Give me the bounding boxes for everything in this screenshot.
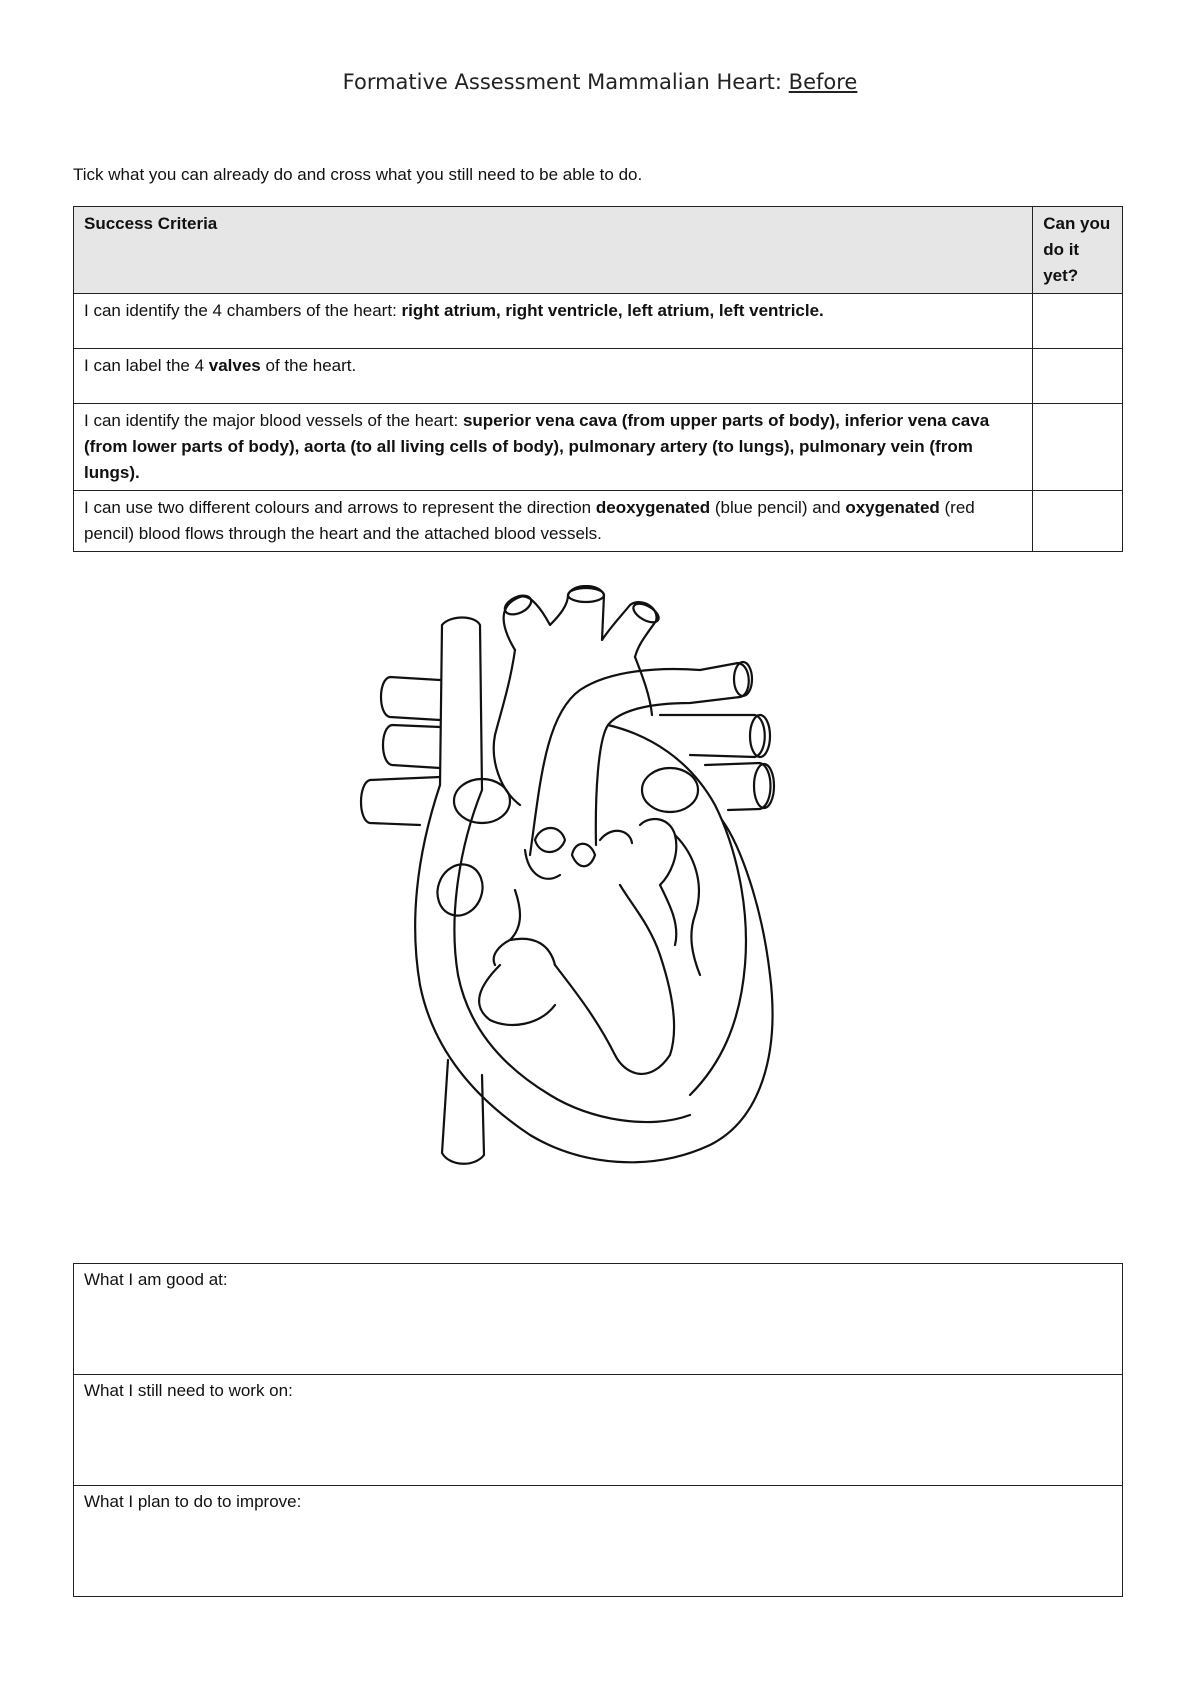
table-row [74,294,1123,349]
reflection-table [73,1263,1123,1597]
title-main: Formative Assessment Mammalian Heart: [342,70,782,94]
pulmonary-vein-1 [381,677,440,720]
pulmonary-vein-3 [361,777,440,825]
criteria-header: Success Criteria [74,207,1033,294]
plan-label: What I plan to do to improve: [84,1492,302,1511]
title-before: Before [788,70,858,94]
pulmonary-artery [530,663,749,855]
criteria-valves: I can label the 4 valves of the heart. [74,349,1033,404]
table-row [74,491,1123,552]
table-row [74,1375,1123,1486]
carotid-opening [568,588,604,602]
brachiocephalic-opening [502,592,534,618]
instruction-text: Tick what you can already do and cross what you still need to be able to do. [73,165,643,184]
criteria-vessels: I can identify the major blood vessels of the heart: superior vena cava (from upper parts of body), inferior vena cava (from lower parts of body), aorta (to all living cells of body), pulmonary artery (to lungs), pulmonary vein (from lungs). [74,404,1033,491]
right-ventricle-curve [479,965,555,1025]
left-atrium-wall [608,725,746,1095]
check-cell-valves[interactable] [1033,349,1123,404]
work-on-label: What I still need to work on: [84,1381,293,1400]
page-title [0,70,1200,94]
check-cell-chambers[interactable] [1033,294,1123,349]
success-criteria-table [73,206,1123,552]
superior-vena-cava [440,618,482,791]
mitral-valve [640,819,676,945]
left-ventricle-wall [675,835,700,975]
table-row [74,1264,1123,1375]
table-row [74,404,1123,491]
aortic-valve [572,831,632,866]
pulmonary-branch-upper-opening [750,715,770,757]
heart-diagram [350,585,830,1175]
table-row [74,349,1123,404]
criteria-chambers: I can identify the 4 chambers of the heart: right atrium, right ventricle, left atrium, left ventricle. [74,294,1033,349]
pulmonary-vein-opening [642,768,698,812]
heart-outer-wall [415,785,772,1162]
can-you-header: Can you do it yet? [1033,207,1123,294]
pulmonary-vein-2 [383,725,440,768]
check-cell-blood-flow[interactable] [1033,491,1123,552]
tricuspid-valve [494,890,555,965]
header-row [74,207,1123,294]
plan-field[interactable] [74,1486,1123,1597]
right-atrium-wall [454,790,690,1122]
check-cell-vessels[interactable] [1033,404,1123,491]
work-on-field[interactable] [74,1375,1123,1486]
good-at-field[interactable] [74,1264,1123,1375]
septum [555,885,674,1074]
table-row [74,1486,1123,1597]
criteria-blood-flow: I can use two different colours and arrows to represent the direction deoxygenated (blue pencil) and oxygenated (red pencil) blood flows through the heart and the attached blood vessels. [74,491,1033,552]
good-at-label: What I am good at: [84,1270,228,1289]
